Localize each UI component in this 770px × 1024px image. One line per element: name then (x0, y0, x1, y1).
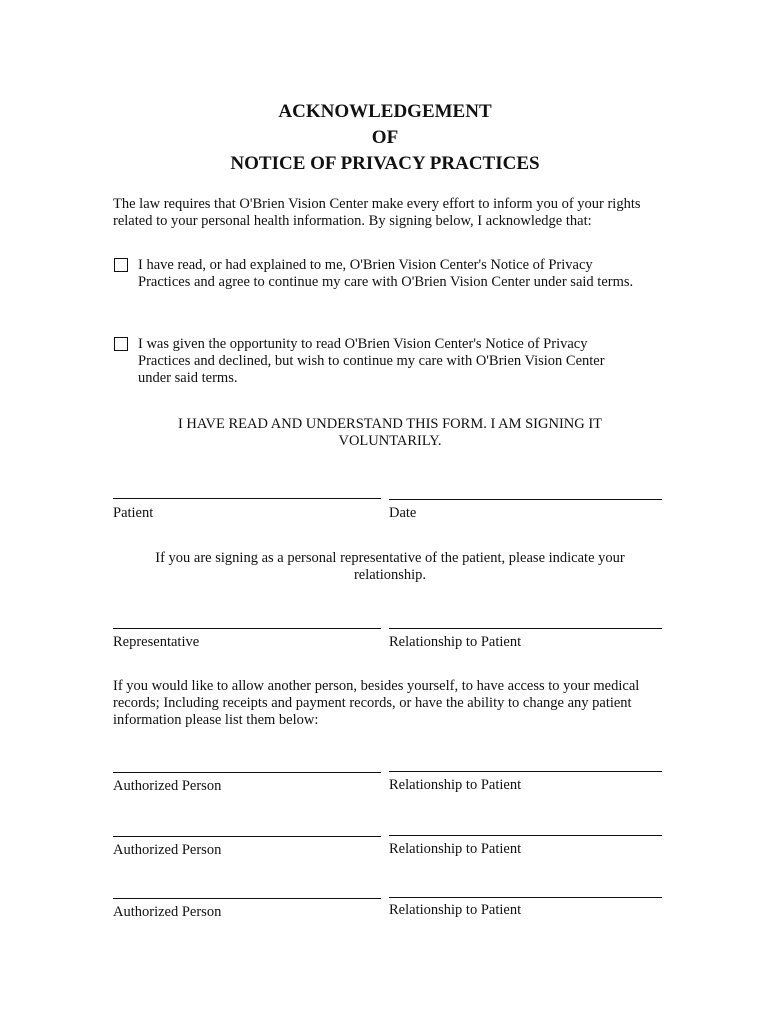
voluntary-statement (100, 416, 680, 450)
representative-note (100, 550, 680, 584)
option-declined[interactable] (114, 336, 674, 392)
authorized-person-1-field[interactable] (113, 772, 381, 773)
patient-label: Patient (113, 505, 154, 521)
representative-relationship-field[interactable] (389, 628, 662, 629)
option-declined-line-2: Practices and declined, but wish to continue my care with O'Brien Vision Center (138, 353, 605, 369)
authorized-person-1-label: Authorized Person (113, 778, 222, 794)
authorized-relationship-3-field[interactable] (389, 897, 662, 898)
option-read-agree-text (138, 257, 668, 291)
document-title (0, 99, 770, 177)
authorized-person-2-label: Authorized Person (113, 842, 222, 858)
authorized-relationship-1-field[interactable] (389, 771, 662, 772)
declined-checkbox[interactable] (114, 337, 128, 351)
authorized-person-3-field[interactable] (113, 898, 381, 899)
date-label: Date (389, 505, 417, 521)
option-read-agree[interactable] (114, 257, 674, 297)
authorized-person-2-field[interactable] (113, 836, 381, 837)
title-line-3: NOTICE OF PRIVACY PRACTICES (230, 153, 540, 174)
title-line-2: OF (371, 127, 399, 148)
date-field[interactable] (389, 499, 662, 500)
authorized-relationship-3-label: Relationship to Patient (389, 902, 522, 918)
option-declined-line-1: I was given the opportunity to read O'Brien Vision Center's Notice of Privacy (138, 336, 588, 352)
option-read-agree-line-2: Practices and agree to continue my care with O'Brien Vision Center under said terms. (138, 274, 634, 290)
option-declined-line-3: under said terms. (138, 370, 238, 386)
option-read-agree-line-1: I have read, or had explained to me, O'Brien Vision Center's Notice of Privacy (138, 257, 593, 273)
title-line-1: ACKNOWLEDGEMENT (278, 101, 492, 122)
representative-signature-field[interactable] (113, 628, 381, 629)
access-line-3: information please list them below: (113, 712, 319, 728)
authorized-relationship-1-label: Relationship to Patient (389, 777, 522, 793)
intro-paragraph: The law requires that O'Brien Vision Center make every effort to inform you of your rights related to your personal health information. By signing below, I acknowledge that: (113, 196, 641, 229)
authorized-relationship-2-label: Relationship to Patient (389, 841, 522, 857)
authorized-relationship-2-field[interactable] (389, 835, 662, 836)
option-declined-text (138, 336, 668, 387)
representative-label: Representative (113, 634, 200, 650)
authorized-person-3-label: Authorized Person (113, 904, 222, 920)
representative-note-line-2: relationship. (353, 567, 427, 583)
voluntary-statement-line-2: VOLUNTARILY. (338, 433, 442, 449)
voluntary-statement-line-1: I HAVE READ AND UNDERSTAND THIS FORM. I AM SIGNING IT (177, 416, 603, 432)
access-paragraph (113, 678, 673, 729)
representative-relationship-label: Relationship to Patient (389, 634, 522, 650)
access-line-1: If you would like to allow another person, besides yourself, to have access to your medical (113, 678, 640, 694)
read-agree-checkbox[interactable] (114, 258, 128, 272)
patient-signature-field[interactable] (113, 498, 381, 499)
representative-note-line-1: If you are signing as a personal representative of the patient, please indicate your (155, 550, 625, 566)
access-line-2: records; Including receipts and payment records, or have the ability to change any patient (113, 695, 632, 711)
